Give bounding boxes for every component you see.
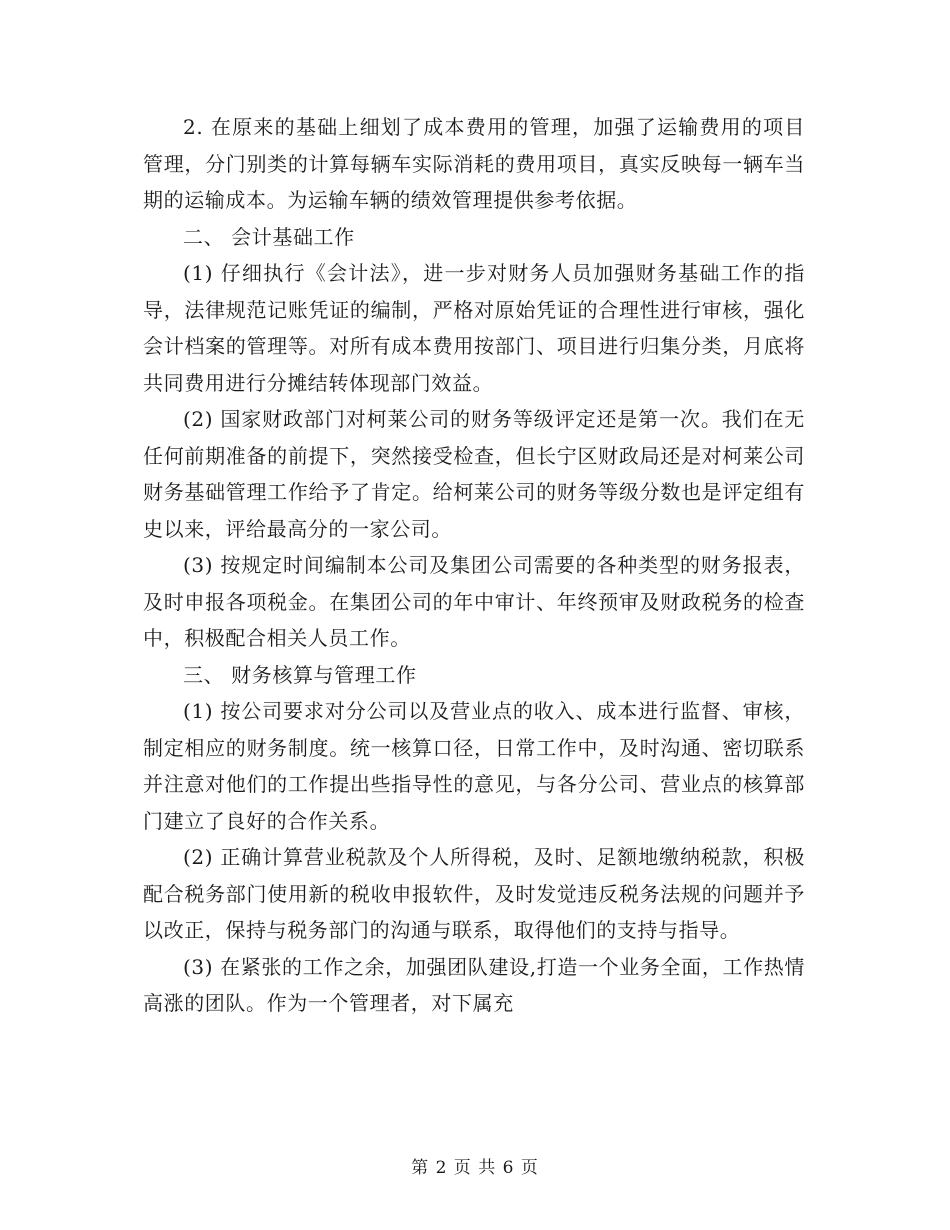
paragraph-tax-payment: (2) 正确计算营业税款及个人所得税，及时、足额地缴纳税款，积极配合税务部门使用新的税收申报软件，及时发觉违反税务法规的问题并予以改正，保持与税务部门的沟通与联系，取得他们的支持与指导。 xyxy=(143,845,805,942)
paragraph-accounting-law: (1) 仔细执行《会计法》，进一步对财务人员加强财务基础工作的指导，法律规范记账凭证的编制，严格对原始凭证的合理性进行审核，强化会计档案的管理等。对所有成本费用按部门、项目进行归集分类，月底将共同费用进行分摊结转体现部门效益。 xyxy=(143,261,805,395)
document-body xyxy=(143,109,805,1022)
paragraph-financial-reports: (3) 按规定时间编制本公司及集团公司需要的各种类型的财务报表，及时申报各项税金。在集团公司的年中审计、年终预审及财政税务的检查中，积极配合相关人员工作。 xyxy=(143,553,805,650)
page-number-footer: 第 2 页 共 6 页 xyxy=(411,1158,539,1178)
paragraph-branch-supervision: (1) 按公司要求对分公司以及营业点的收入、成本进行监督、审核，制定相应的财务制度。统一核算口径，日常工作中，及时沟通、密切联系并注意对他们的工作提出些指导性的意见，与各分公司、营业点的核算部门建立了良好的合作关系。 xyxy=(143,699,805,833)
paragraph-finance-rating: (2) 国家财政部门对柯莱公司的财务等级评定还是第一次。我们在无任何前期准备的前提下，突然接受检查，但长宁区财政局还是对柯莱公司财务基础管理工作给予了肯定。给柯莱公司的财务等级分数也是评定组有史以来，评给最高分的一家公司。 xyxy=(143,407,805,541)
paragraph-transport-cost: 2. 在原来的基础上细划了成本费用的管理，加强了运输费用的项目管理，分门别类的计算每辆车实际消耗的费用项目，真实反映每一辆车当期的运输成本。为运输车辆的绩效管理提供参考依据。 xyxy=(143,115,805,212)
paragraph-team-building: (3) 在紧张的工作之余，加强团队建设,打造一个业务全面，工作热情高涨的团队。作为一个管理者，对下属充 xyxy=(143,954,805,1015)
section-heading-accounting-management: 三、 财务核算与管理工作 xyxy=(183,662,417,687)
section-heading-accounting-basics: 二、 会计基础工作 xyxy=(183,224,355,249)
